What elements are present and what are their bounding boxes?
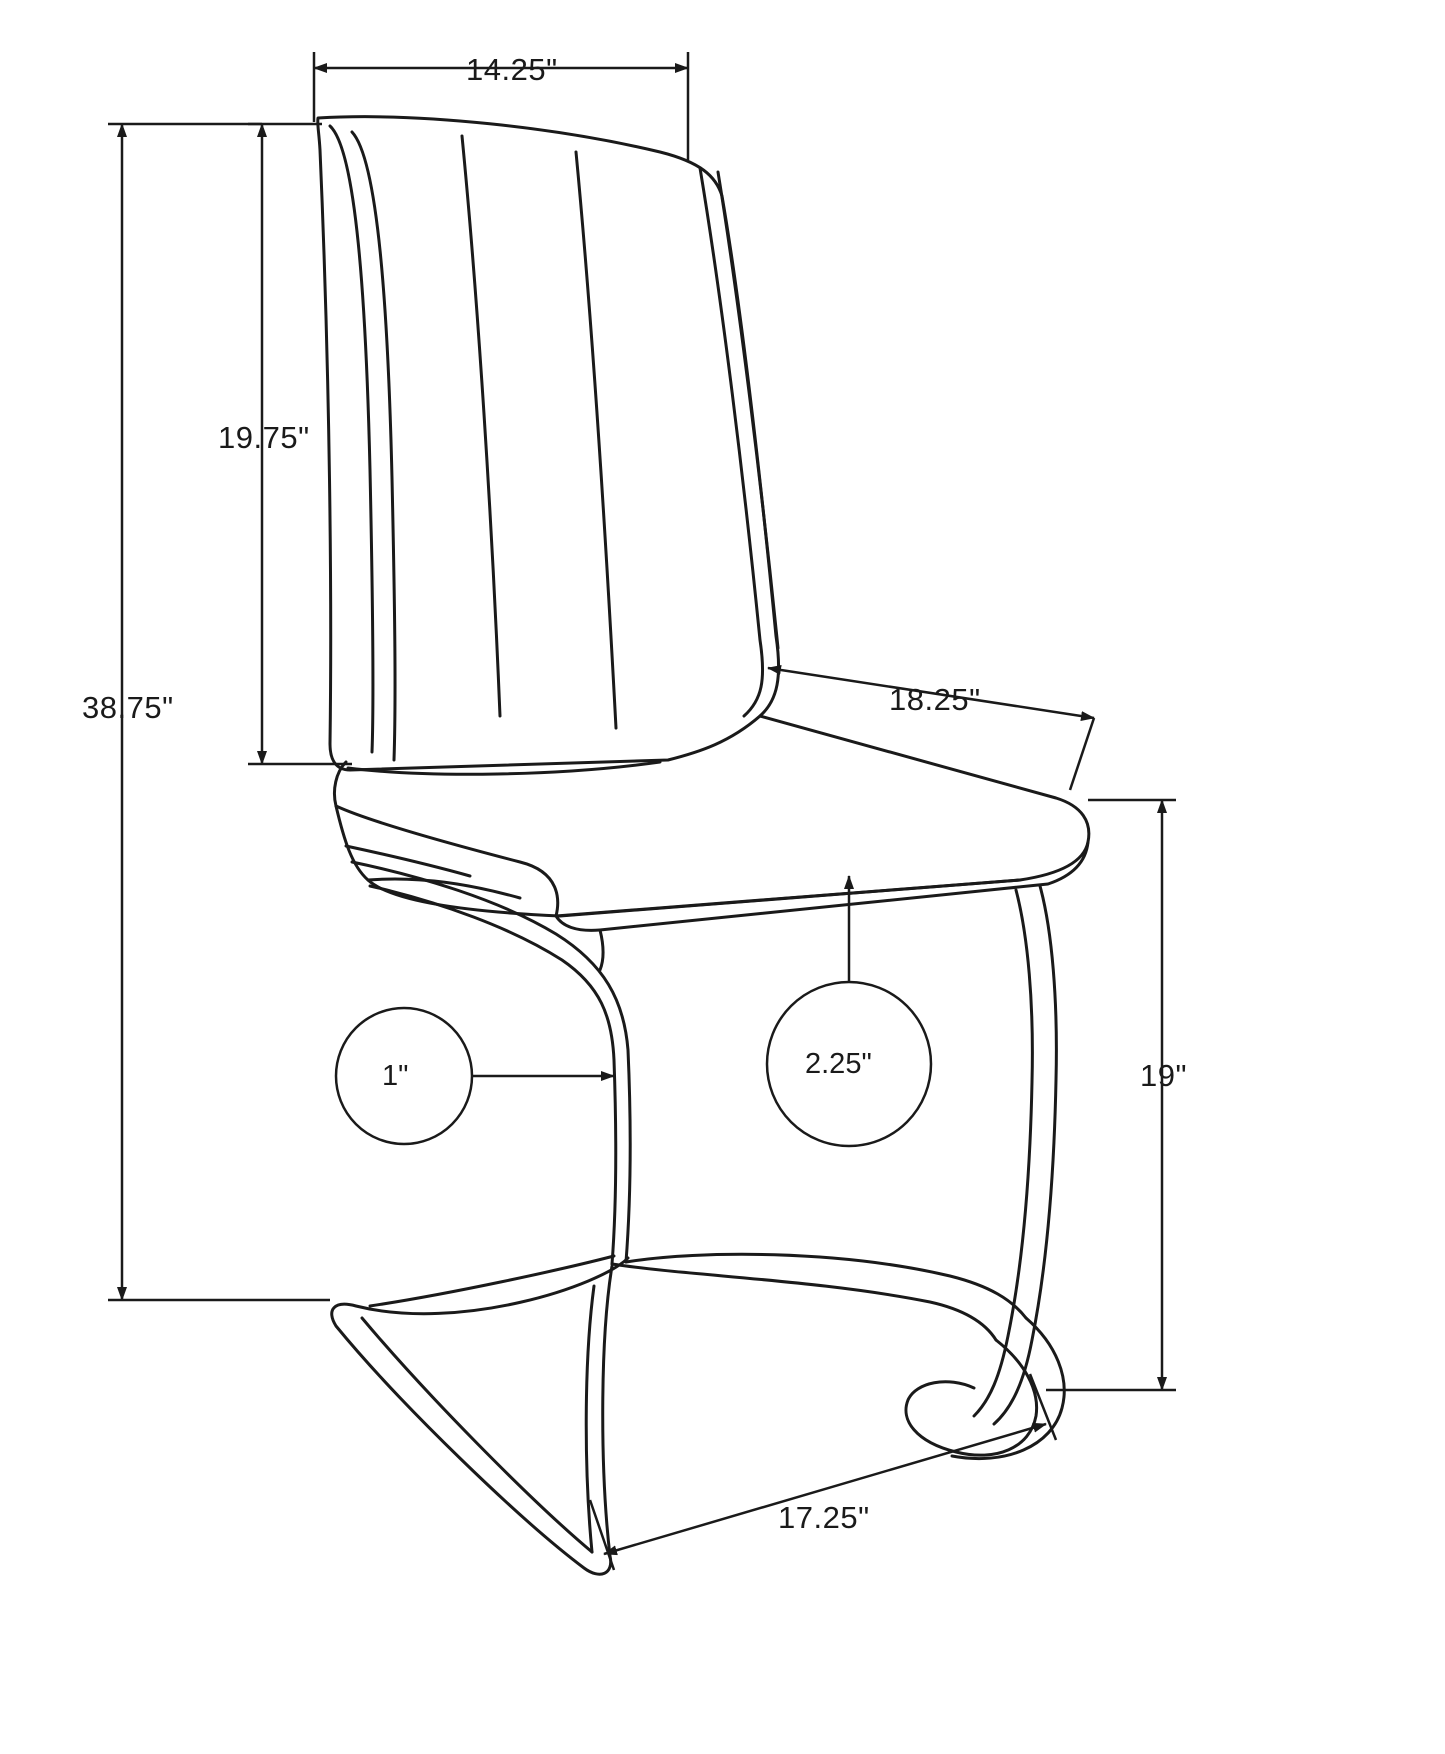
dim-label-total-height: 38.75" xyxy=(82,690,174,725)
callout-label-frame-thickness: 1" xyxy=(382,1060,409,1092)
chair-outline xyxy=(318,117,1089,1575)
dimension-lines xyxy=(108,52,1176,1570)
dim-label-seat-depth: 18.25" xyxy=(889,682,981,717)
dim-label-base-depth: 17.25" xyxy=(778,1500,870,1535)
dim-label-back-width: 14.25" xyxy=(466,52,558,87)
dim-label-seat-height: 19" xyxy=(1140,1058,1187,1093)
callout-markers xyxy=(336,876,931,1146)
callout-label-seat-thickness: 2.25" xyxy=(805,1048,872,1080)
dim-label-back-height: 19.75" xyxy=(218,420,310,455)
